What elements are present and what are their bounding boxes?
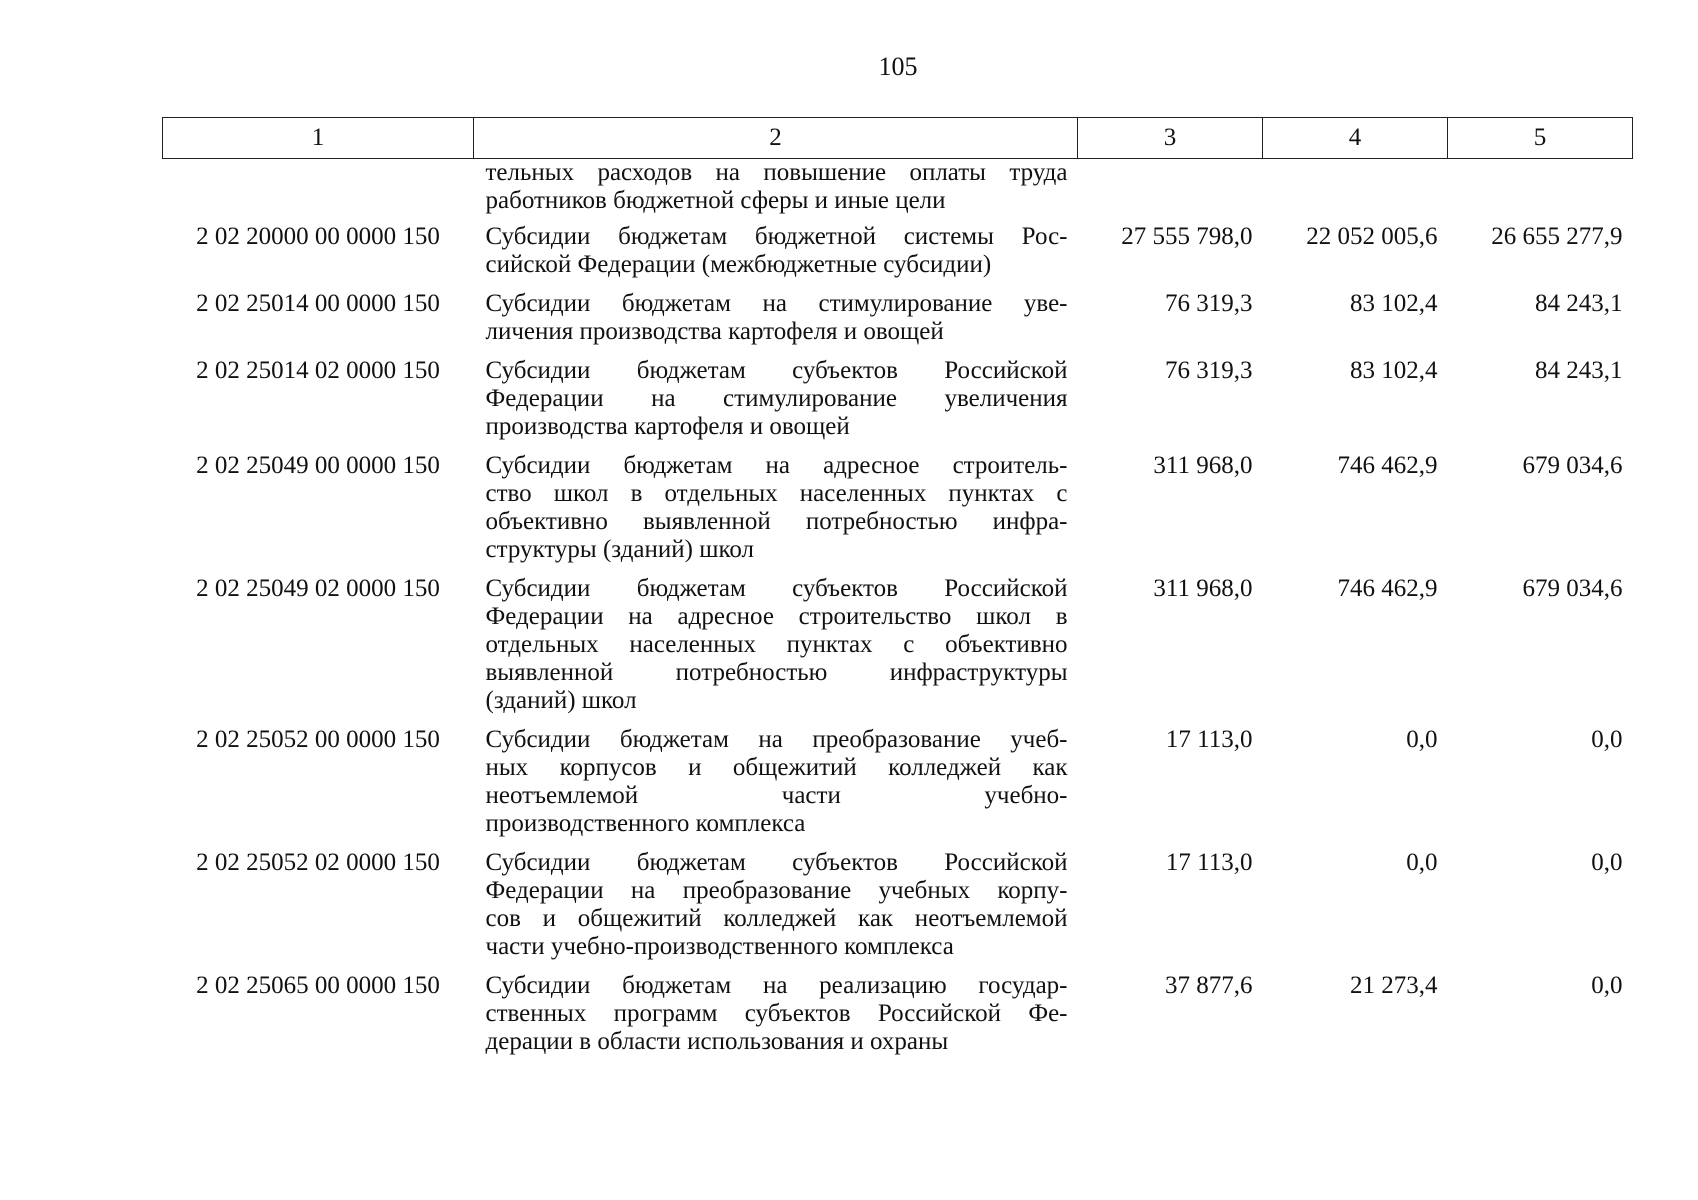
value-col-3: 37 877,6 xyxy=(1165,972,1253,999)
name-cell xyxy=(474,575,1078,726)
name-cell xyxy=(474,159,1078,224)
code-cell: 2 02 25049 00 0000 150 xyxy=(196,452,440,479)
table-row xyxy=(163,452,1633,575)
name-line: Субсидии бюджетам бюджетной системы Рос- xyxy=(485,223,1068,250)
header-row xyxy=(163,118,1633,159)
value-col-4: 83 102,4 xyxy=(1350,290,1438,317)
code-cell: 2 02 25052 00 0000 150 xyxy=(196,726,440,753)
name-line: Субсидии бюджетам на адресное строитель- xyxy=(485,452,1068,479)
name-line: объективно выявленной потребностью инфра- xyxy=(485,508,1068,535)
name-line: производственного комплекса xyxy=(485,810,806,837)
value-col-3 xyxy=(1078,159,1263,224)
value-col-3: 311 968,0 xyxy=(1153,575,1253,602)
table-row xyxy=(163,849,1633,972)
budget-table xyxy=(162,117,1633,1067)
name-cell xyxy=(474,290,1078,357)
table-row xyxy=(163,223,1633,290)
name-line: сов и общежитий колледжей как неотъемлемой xyxy=(485,905,1068,932)
name-cell xyxy=(474,452,1078,575)
name-line: ство школ в отдельных населенных пунктах с xyxy=(485,480,1068,507)
name-cell xyxy=(474,849,1078,972)
name-line: дерации в области использования и охраны xyxy=(485,1028,949,1055)
name-line: Субсидии бюджетам на стимулирование уве- xyxy=(485,290,1068,317)
name-line: сийской Федерации (межбюджетные субсидии) xyxy=(485,251,992,278)
value-col-5: 679 034,6 xyxy=(1522,452,1623,479)
page-number: 105 xyxy=(878,52,918,81)
header-col-5: 5 xyxy=(1448,118,1633,159)
name-line: Субсидии бюджетам на реализацию государ- xyxy=(485,972,1068,999)
name-line: Субсидии бюджетам на преобразование учеб- xyxy=(485,726,1068,753)
value-col-4: 22 052 005,6 xyxy=(1306,223,1438,250)
name-cell xyxy=(474,357,1078,452)
value-col-5 xyxy=(1448,159,1633,224)
value-col-4: 0,0 xyxy=(1406,726,1438,753)
name-line: выявленной потребностью инфраструктуры xyxy=(485,659,1068,686)
code-cell: 2 02 25052 02 0000 150 xyxy=(196,849,440,876)
name-line: части учебно-производственного комплекса xyxy=(485,933,954,960)
value-col-3: 17 113,0 xyxy=(1165,849,1253,876)
value-col-5: 26 655 277,9 xyxy=(1491,223,1623,250)
code-cell: 2 02 25065 00 0000 150 xyxy=(196,972,440,999)
value-col-3: 311 968,0 xyxy=(1153,452,1253,479)
name-line: ственных программ субъектов Российской Фе- xyxy=(485,1000,1068,1027)
value-col-5: 0,0 xyxy=(1591,972,1623,999)
code-cell: 2 02 25014 02 0000 150 xyxy=(196,357,440,384)
name-line: Федерации на адресное строительство школ в xyxy=(485,603,1068,630)
name-line: тельных расходов на повышение оплаты труда xyxy=(485,159,1068,186)
table-header xyxy=(163,118,1633,159)
value-col-5: 84 243,1 xyxy=(1535,357,1623,384)
name-line: Субсидии бюджетам субъектов Российской xyxy=(485,575,1068,602)
name-line: отдельных населенных пунктах с объективно xyxy=(485,631,1068,658)
header-col-4: 4 xyxy=(1263,118,1448,159)
header-col-3: 3 xyxy=(1078,118,1263,159)
name-line: работников бюджетной сферы и иные цели xyxy=(485,187,946,214)
value-col-5: 679 034,6 xyxy=(1522,575,1623,602)
value-col-3: 17 113,0 xyxy=(1165,726,1253,753)
name-line: Федерации на преобразование учебных корпу- xyxy=(485,877,1068,904)
name-line: личения производства картофеля и овощей xyxy=(485,318,944,345)
value-col-5: 84 243,1 xyxy=(1535,290,1623,317)
value-col-4: 21 273,4 xyxy=(1350,972,1438,999)
table-row xyxy=(163,290,1633,357)
name-cell xyxy=(474,726,1078,849)
name-cell xyxy=(474,972,1078,1067)
value-col-3: 76 319,3 xyxy=(1165,357,1253,384)
name-line: Субсидии бюджетам субъектов Российской xyxy=(485,849,1068,876)
name-line: структуры (зданий) школ xyxy=(485,536,755,563)
name-line: (зданий) школ xyxy=(485,687,637,714)
value-col-4 xyxy=(1263,159,1448,224)
code-cell: 2 02 25014 00 0000 150 xyxy=(196,290,440,317)
name-line: Субсидии бюджетам субъектов Российской xyxy=(485,357,1068,384)
name-line: Федерации на стимулирование увеличения xyxy=(485,385,1068,412)
code-cell: 2 02 20000 00 0000 150 xyxy=(196,223,440,250)
name-line: ных корпусов и общежитий колледжей как xyxy=(485,754,1068,781)
value-col-5: 0,0 xyxy=(1591,849,1623,876)
code-cell: 2 02 25049 02 0000 150 xyxy=(196,575,440,602)
header-col-2: 2 xyxy=(474,118,1078,159)
table-row xyxy=(163,726,1633,849)
table-row xyxy=(163,575,1633,726)
header-col-1: 1 xyxy=(163,118,474,159)
code-cell xyxy=(163,159,474,224)
value-col-4: 746 462,9 xyxy=(1337,575,1438,602)
table-row xyxy=(163,357,1633,452)
table-row xyxy=(163,972,1633,1067)
name-cell xyxy=(474,223,1078,290)
value-col-4: 746 462,9 xyxy=(1337,452,1438,479)
value-col-3: 76 319,3 xyxy=(1165,290,1253,317)
name-line: производства картофеля и овощей xyxy=(485,413,850,440)
value-col-4: 0,0 xyxy=(1406,849,1438,876)
continuation-row xyxy=(163,159,1633,224)
table-body xyxy=(163,159,1633,1068)
value-col-3: 27 555 798,0 xyxy=(1121,223,1253,250)
name-line: неотъемлемой части учебно- xyxy=(485,782,1068,809)
value-col-5: 0,0 xyxy=(1591,726,1623,753)
value-col-4: 83 102,4 xyxy=(1350,357,1438,384)
budget-table-wrapper xyxy=(162,117,1632,1067)
